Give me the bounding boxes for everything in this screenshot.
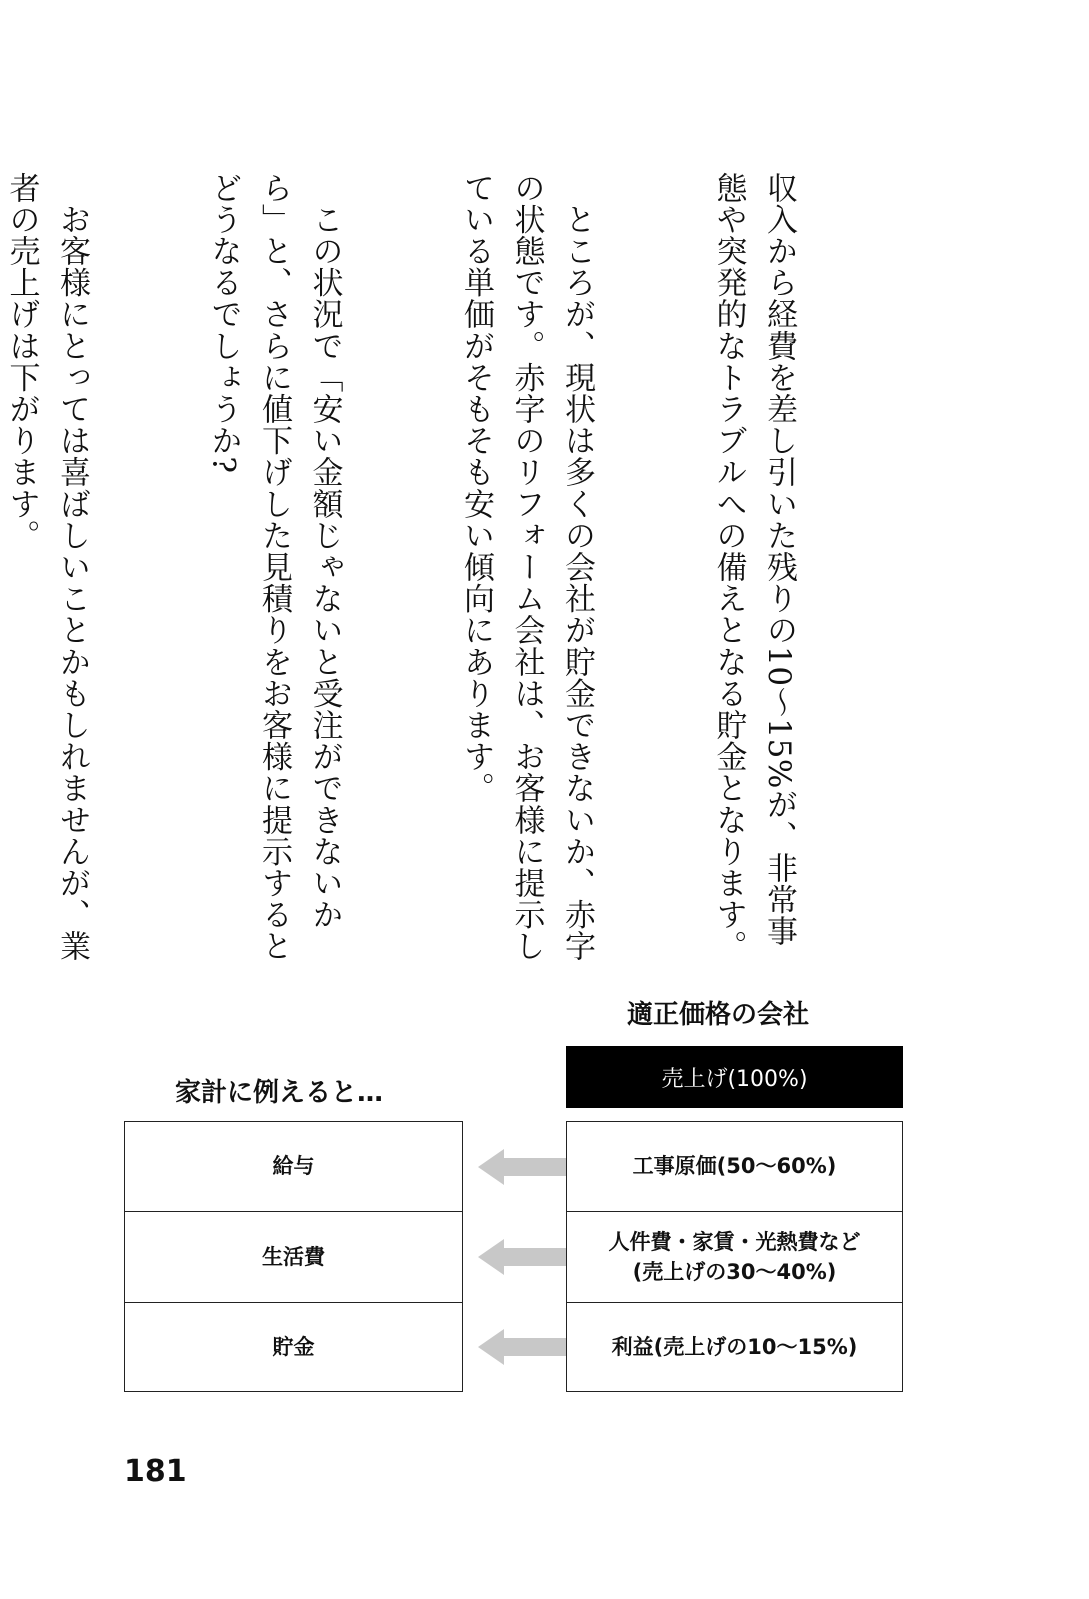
paragraph-text: お客様にとっては喜ばしいことかもしれませんが、業者の売上げは下がります。 <box>3 172 90 963</box>
right-row-cost: 工事原価(50〜60%) <box>566 1121 903 1212</box>
left-row-living: 生活費 <box>124 1211 463 1303</box>
right-row-profit: 利益(売上げの10〜15%) <box>566 1302 903 1392</box>
page-number: 181 <box>124 1454 187 1489</box>
paragraph-text: 収入から経費を差し引いた残りの10〜15%が、非常事態や突発的なトラブルへの備えとなる貯金となります。 <box>710 172 797 962</box>
paragraph <box>451 172 603 972</box>
paragraph <box>198 172 350 972</box>
paragraph-text: この状況で「安い金額じゃないと受注ができないから」と、さらに値下げした見積りをお客様に提示するとどうなるでしょうか? <box>205 172 343 962</box>
left-title: 家計に例えると… <box>175 1078 384 1108</box>
arrow-left-icon <box>478 1239 566 1275</box>
right-title: 適正価格の会社 <box>627 1000 810 1030</box>
arrow-left-icon <box>478 1149 566 1185</box>
left-row-salary: 給与 <box>124 1121 463 1212</box>
left-row-savings: 貯金 <box>124 1302 463 1392</box>
body-text <box>0 172 905 972</box>
arrow-left-icon <box>478 1329 566 1365</box>
paragraph-text: ところが、現状は多くの会社が貯金できないか、赤字の状態です。赤字のリフォーム会社は、お客様に提示している単価がそもそも安い傾向にあります。 <box>458 172 595 963</box>
paragraph <box>0 172 97 972</box>
right-row-expenses: 人件費・家賃・光熱費など (売上げの30〜40%) <box>566 1211 903 1303</box>
paragraph <box>703 172 804 972</box>
revenue-header: 売上げ(100%) <box>566 1046 903 1108</box>
